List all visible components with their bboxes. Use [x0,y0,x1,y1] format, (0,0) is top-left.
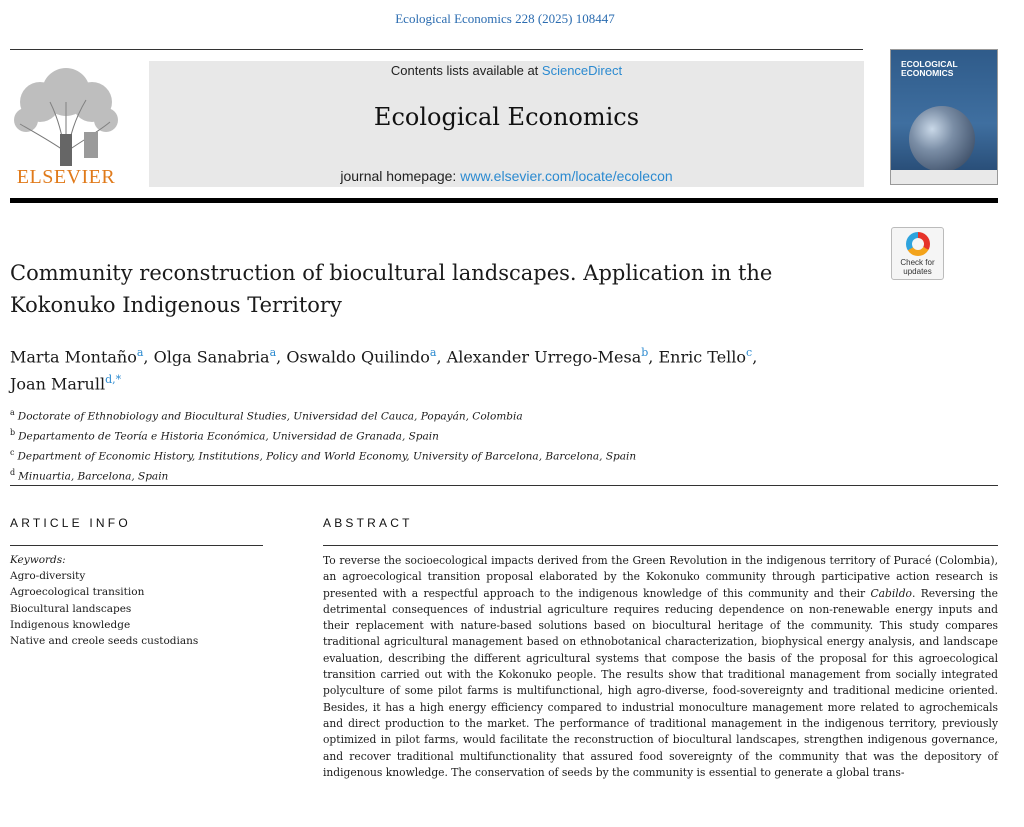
affiliation-row [10,425,910,445]
affiliation-text: Doctorate of Ethnobiology and Biocultural Studies, Universidad del Cauca, Popayán, Colombia [17,410,523,423]
author-separator: , [648,347,659,367]
abstract-text [323,553,998,781]
journal-citation[interactable]: Ecological Economics 228 (2025) 108447 [395,11,615,26]
author-name[interactable]: Joan Marull [10,374,106,394]
author-separator: , [276,347,287,367]
keywords-block [10,552,270,649]
abstract-rule [323,545,998,546]
journal-cover-image[interactable] [890,49,998,185]
article-info-rule [10,545,263,546]
affiliations [10,405,910,485]
abstract-part-1: To reverse the socioecological impacts derived from the Green Revolution in the indigenous territory of Puracé (Colombia), an agroecological transition proposal elaborated by the Kokonuko community through participative action research is presented with a respectful approach to the indigenous knowledge of this community and their [323,554,998,600]
masthead-rule [10,198,998,203]
keyword-item: Native and creole seeds custodians [10,635,199,648]
affiliation-marker: d [10,468,16,478]
check-for-updates-label: Check for updates [900,258,935,276]
keyword-item: Agroecological transition [10,586,145,599]
affiliation-text: Department of Economic History, Institutions, Policy and World Economy, University of Barcelona, Barcelona, Spain [17,450,637,463]
author-affiliation-marker[interactable]: a [429,346,437,359]
abstract-part-2: . Reversing the detrimental consequences of industrial agriculture requires reducing dependence on non-renewable energy inputs and their replacement with nature-based solutions based on biocultural heritage of the community. This study compares traditional agricultural management based on ethnobotanical characterization, biophysical energy analysis, and landscape evaluation, describing the different agricultural systems that compose the basis of the proposal for this agroecological transition carried out with the Kokonuko people. The results show that traditional management from socially integrated polyculture of some pilot farms is multifunctional, high agro-diverse, food-sovereignty and traditional medicine oriented. Besides, it has a high energy efficiency compared to industrial monoculture management more related to agrochemicals and direct production to the market. The performance of traditional management in the indigenous territory, previously optimized in pilot farms, would facilitate the reconstruction of biocultural landscapes, strengthen indigenous governance, and recover traditional multifunctionality that assured food sovereignty of the community that was the depository of indigenous knowledge. The conservation of seeds by the community is essential to generate a global trans- [323,586,998,779]
homepage-link[interactable]: www.elsevier.com/locate/ecolecon [460,168,673,184]
keyword-item: Biocultural landscapes [10,602,132,615]
cover-title: ECOLOGICAL ECONOMICS [901,59,958,78]
check-for-updates-button[interactable] [891,227,944,280]
author-affiliation-marker[interactable]: d,* [105,373,122,387]
affiliation-marker: b [10,428,16,438]
sciencedirect-link[interactable]: ScienceDirect [541,63,623,78]
elsevier-wordmark: ELSEVIER [16,166,116,188]
author-separator: , [436,347,447,367]
affiliation-text: Minuartia, Barcelona, Spain [18,470,169,483]
article-info-heading: ARTICLE INFO [10,516,131,530]
author-affiliation-marker[interactable]: a [269,346,277,359]
journal-banner [149,61,864,187]
affiliation-row [10,445,910,465]
abstract-heading: ABSTRACT [323,516,413,530]
author-affiliation-marker[interactable]: a [136,346,144,359]
author-name[interactable]: Olga Sanabria [153,347,270,367]
keyword-item: Indigenous knowledge [10,618,131,631]
author-separator: , [143,347,154,367]
affiliation-row [10,465,910,485]
author-separator: , [752,347,758,367]
cover-strip [891,170,997,184]
abstract-cabildo: Cabildo [870,586,912,600]
author-name[interactable]: Enric Tello [658,347,747,367]
article-title: Community reconstruction of biocultural landscapes. Application in the Kokonuko Indigenous Territory [10,261,773,317]
affiliation-marker: a [10,408,15,417]
affiliation-marker: c [10,448,15,458]
keywords-label: Keywords: [10,554,66,566]
homepage-prefix: journal homepage: [340,168,461,184]
author-affiliation-marker[interactable]: c [746,346,753,359]
author-name[interactable]: Marta Montaño [10,347,137,367]
homepage-line [149,168,864,184]
journal-title: Ecological Economics [373,103,640,131]
contents-line [149,63,864,78]
refresh-icon [906,232,930,256]
affiliation-text: Departamento de Teoría e Historia Económica, Universidad de Granada, Spain [18,430,439,443]
keyword-list [10,568,270,649]
author-list [10,341,890,396]
author-name[interactable]: Alexander Urrego-Mesa [446,347,642,367]
header-divider [10,49,863,50]
author-name[interactable]: Oswaldo Quilindo [286,347,430,367]
keyword-item: Agro-diversity [10,570,86,583]
globe-icon [909,106,975,172]
affiliation-row [10,405,910,425]
contents-prefix: Contents lists available at [390,63,542,78]
author-affiliation-marker[interactable]: b [641,346,649,359]
section-divider [10,485,998,486]
